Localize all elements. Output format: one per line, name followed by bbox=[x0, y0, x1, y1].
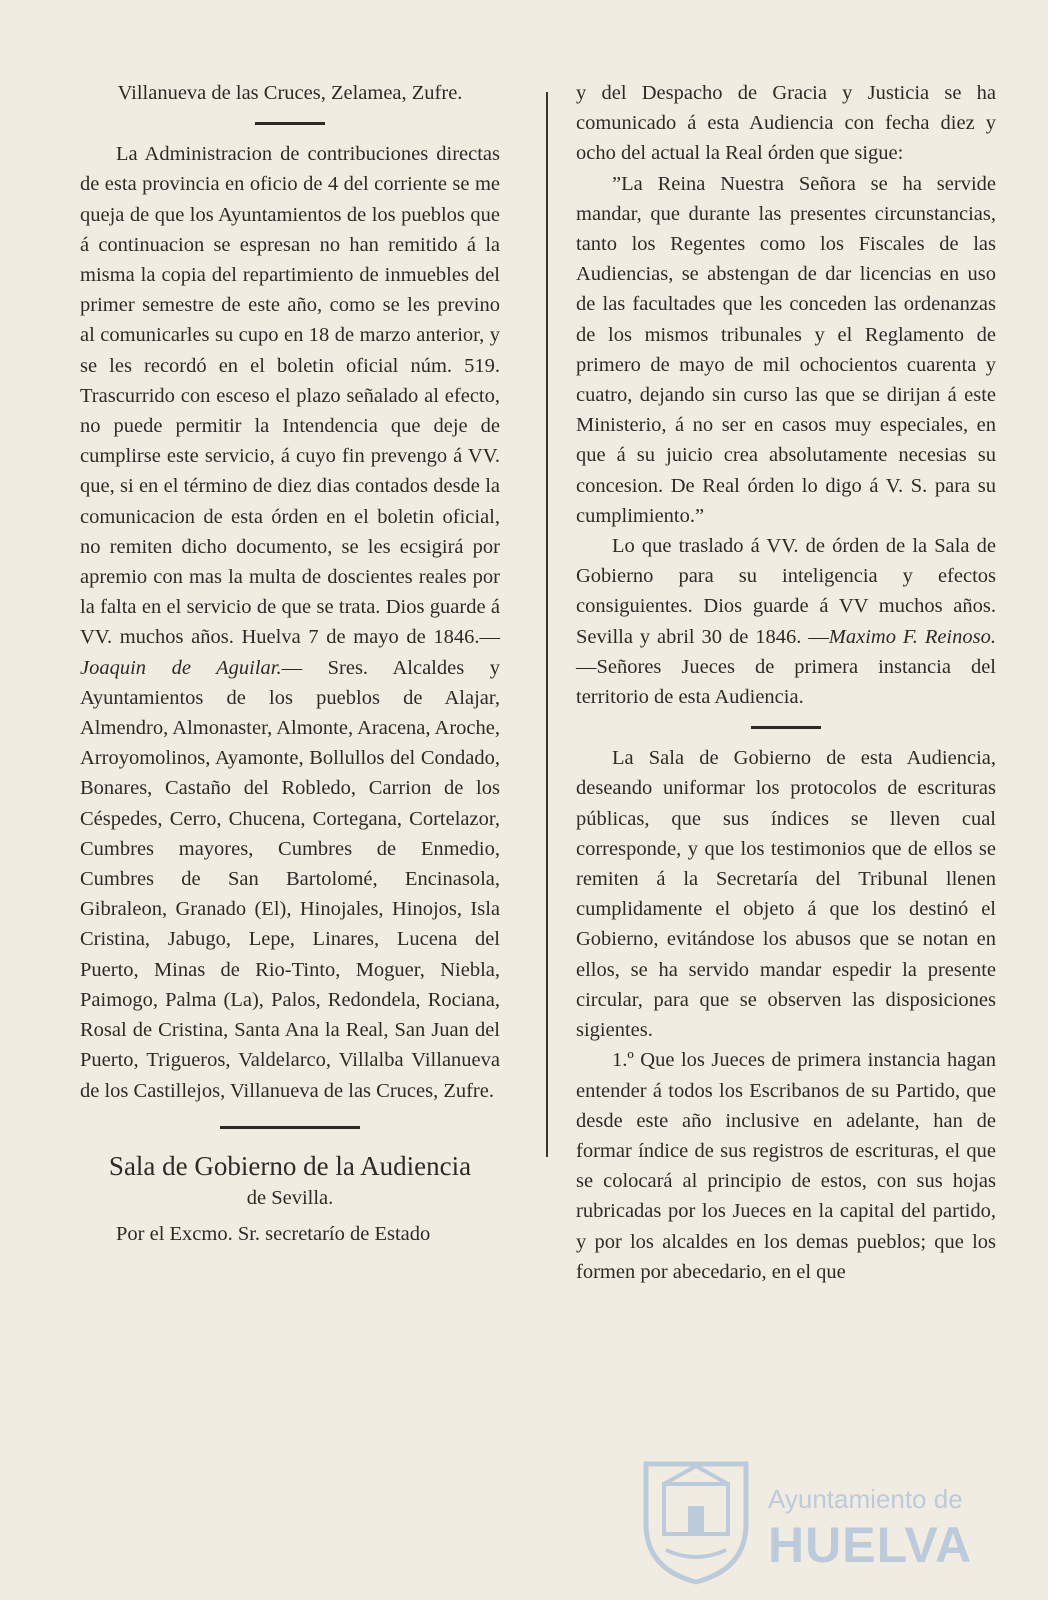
circular-intro: La Sala de Gobierno de esta Audiencia, deseando uniformar los protocolos de escrituras públicas, que sus índices se lleven cual corresponde, y que los testimonios que de ellos se remiten á la Secretaría del Tribunal llenen cumplidamente el objeto á que los destinó el Gobierno, evitándose los abusos que se notan en ellos, se ha servido mandar espedir la presente circular, para que se observen las disposiciones sigientes. bbox=[576, 747, 996, 1042]
continuation-text: y del Despacho de Gracia y Justicia se ha comunicado á esta Audiencia con fecha diez y ocho del actual la Real órden que sigue: bbox=[576, 82, 996, 165]
royal-order-quote: ”La Reina Nuestra Señora se ha servide mandar, que durante las presentes circunstancias, tanto los Regentes como los Fiscales de las Audiencias, se abstengan de dar licencias en uso de las facultades que les conceden las ordenanzas de los mismos tribunales y el Reglamento de primero de mayo de mil ochocientos cuarenta y cuatro, dejando sin curso las que se dirijan á este Ministerio, á no ser en casos muy especiales, en que á su juicio crea absolutamente necesias su concesion. De Real órden lo digo á V. S. para su cumplimiento.” bbox=[576, 172, 996, 527]
watermark bbox=[630, 1450, 990, 1590]
notice-recipients: — Sres. Alcaldes y Ayuntamientos de los pueblos de Alajar, Almendro, Almonaster, Almonte, Aracena, Aroche, Arroyomolinos, Ayamonte, Bollullos del Condado, Bonares, Castaño del Robledo, Carrion de los Céspedes, Cerro, Chucena, Cortegana, Cortelazor, Cumbres mayores, Cumbres de Enmedio, Cumbres de San Bartolomé, Encinasola, Gibraleon, Granado (El), Hinojales, Hinojos, Isla Cristina, Jabugo, Lepe, Linares, Lucena del Puerto, Minas de Rio-Tinto, Moguer, Niebla, Paimogo, Palma (La), Palos, Redondela, Rociana, Rosal de Cristina, Santa Ana la Real, San Juan del Puerto, Trigueros, Valdelarco, Villalba Villanueva de los Castillejos, Villanueva de las Cruces, Zufre. bbox=[80, 656, 500, 1102]
watermark-text-line2: HUELVA bbox=[768, 1517, 973, 1573]
section-start: Por el Excmo. Sr. secretarío de Estado bbox=[116, 1222, 431, 1245]
left-column bbox=[80, 78, 500, 1249]
divider-rule bbox=[220, 1126, 360, 1129]
divider-rule bbox=[255, 122, 325, 125]
watermark-text-line1: Ayuntamiento de bbox=[768, 1484, 963, 1514]
section-heading: Sala de Gobierno de la Audiencia bbox=[108, 1150, 472, 1181]
notice-body: La Administracion de contribuciones directas de esta provincia en oficio de 4 del corriente se me queja de que los Ayuntamientos de los pueblos que á continuacion se espresan no han remitido á la misma la copia del repartimiento de inmuebles del primer semestre de este año, como se les previno al comunicarles su cupo en 18 de marzo anterior, y se les recordó en el boletin oficial núm. 519. Trascurrido con esceso el plazo señalado al efecto, no puede permitir la Intendencia que deje de cumplirse este servicio, á cuyo fin prevengo á VV. que, si en el término de diez dias contados desde la comunicacion de esta órden en el boletin oficial, no remiten dicho documento, se les ecsigirá por apremio con mas la multa de doscientes reales por la falta en el servicio de que se trata. Dios guarde á VV. muchos años. Huelva 7 de mayo de 1846.— bbox=[80, 143, 500, 649]
city-crest-icon bbox=[636, 1454, 756, 1586]
notice-administracion bbox=[80, 139, 500, 1106]
top-line: Villanueva de las Cruces, Zelamea, Zufre. bbox=[117, 82, 463, 104]
section-subheading: de Sevilla. bbox=[246, 1186, 334, 1209]
right-column bbox=[576, 78, 996, 1287]
transfer-signature: Maximo F. Reinoso. bbox=[828, 625, 996, 648]
column-divider bbox=[546, 92, 548, 1157]
divider-rule bbox=[751, 726, 821, 729]
transfer-body: Lo que traslado á VV. de órden de la Sala de Gobierno para su inteligencia y efectos consiguientes. Dios guarde á VV muchos años. Sevilla y abril 30 de 1846. — bbox=[576, 535, 996, 648]
notice-signature: Joaquin de Aguilar. bbox=[80, 656, 282, 679]
circular-item-1: 1.º Que los Jueces de primera instancia hagan entender á todos los Escribanos de su Partido, que desde este año inclusive en adelante, han de formar índice de sus registros de escrituras, el que se colocará al principio de estos, con sus hojas rubricadas por los Jueces en la capital del partido, y por los alcaldes en los demas pueblos; que los formen por abecedario, en el que bbox=[576, 1049, 996, 1283]
transfer-recipients: —Señores Jueces de primera instancia del territorio de esta Audiencia. bbox=[576, 655, 996, 709]
transfer-text bbox=[576, 531, 996, 712]
